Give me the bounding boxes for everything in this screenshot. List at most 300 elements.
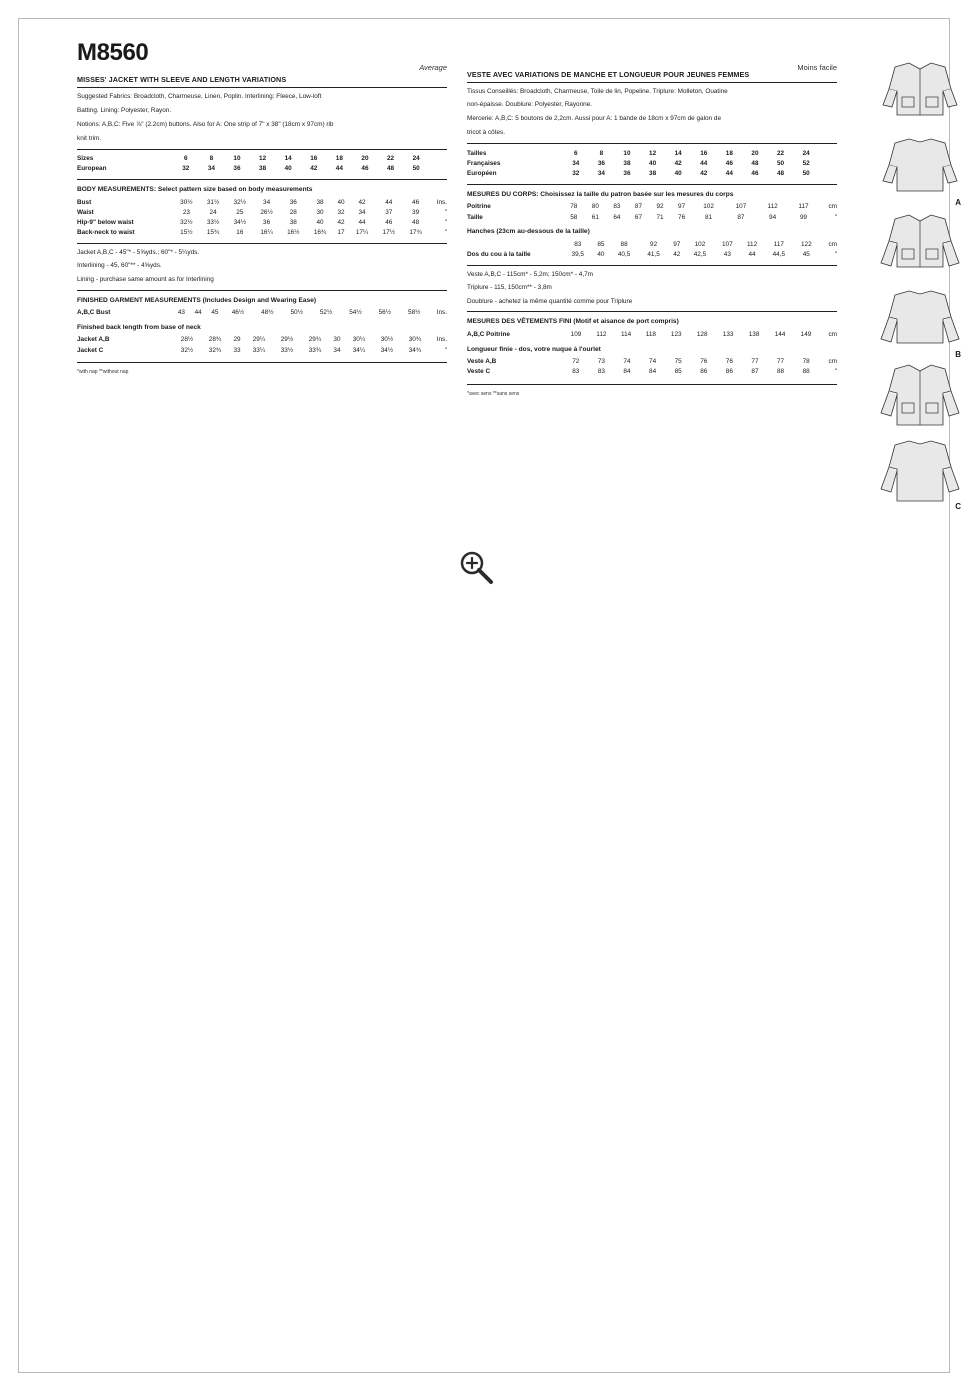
cell: 61 <box>591 213 599 221</box>
cell: 34½ <box>380 346 394 354</box>
cell: 42 <box>673 250 681 258</box>
cell: 42,5 <box>693 250 707 258</box>
table-row <box>77 207 447 217</box>
cell: 25 <box>236 208 244 216</box>
suggested-fabrics-fr-line1: Tissus Conseillés: Broadcloth, Charmeuse, Toile de lin, Popeline. Triplure: Molleton, Ouatine <box>467 87 728 95</box>
cell: 12 <box>259 155 267 163</box>
cell: 46 <box>725 159 733 167</box>
cell: 46½ <box>231 309 245 317</box>
cell: 74 <box>623 358 631 366</box>
garment-title-fr: VESTE AVEC VARIATIONS DE MANCHE ET LONGUEUR POUR JEUNES FEMMES <box>467 70 837 83</box>
table-row <box>77 308 447 318</box>
cell: 34 <box>572 159 580 167</box>
cell: 112 <box>746 240 758 248</box>
cell: 32 <box>182 165 190 173</box>
cell: 39,5 <box>571 250 584 258</box>
notions-en-line1: Notions: A,B,C: Five ⅞" (2.2cm) buttons. Also for A: One strip of 7" x 38" (18cm x 97cm) rib <box>77 120 334 128</box>
cell: 86 <box>725 368 733 376</box>
cell: 84 <box>623 368 631 376</box>
cell: 99 <box>799 213 808 221</box>
unit: " <box>444 219 447 227</box>
divider <box>77 362 447 363</box>
line-drawing-view-c-back <box>865 437 968 509</box>
difficulty-label-fr: Moins facile <box>797 63 837 72</box>
cell: 16¾ <box>313 229 327 237</box>
cell: 84 <box>649 368 657 376</box>
cell: 45 <box>211 309 219 317</box>
finished-measurements-fr <box>467 329 837 339</box>
cell: 88 <box>802 368 810 376</box>
cell: 44 <box>725 170 733 178</box>
cell: 12 <box>649 149 657 157</box>
unit: Ins. <box>436 336 447 344</box>
cell: 30½ <box>380 336 394 344</box>
cell: 40 <box>674 170 682 178</box>
cell: 16 <box>700 149 708 157</box>
french-column <box>467 41 837 397</box>
cell: 30½ <box>180 198 193 206</box>
cell: 74 <box>649 358 657 366</box>
cell: 42 <box>700 170 708 178</box>
cell: 88 <box>776 368 785 376</box>
finished-back-length-en <box>77 335 447 355</box>
row-label: Waist <box>77 208 94 216</box>
cell: 138 <box>748 330 760 338</box>
unit <box>429 164 447 174</box>
table-row <box>467 249 837 259</box>
cell: 123 <box>670 330 682 338</box>
yardage-fr-1: Triplure - 115, 150cm** - 3,8m <box>467 284 552 292</box>
row-label: Sizes <box>77 155 94 163</box>
cell: 24 <box>802 149 810 157</box>
finished-back-length-fr <box>467 357 837 377</box>
difficulty-label-en: Average <box>419 63 447 72</box>
row-label: A,B,C Poitrine <box>467 330 510 338</box>
cell: 15½ <box>180 229 193 237</box>
cell: 32 <box>572 170 580 178</box>
cell: 128 <box>696 330 708 338</box>
cell: 85 <box>674 368 682 376</box>
cell: 36 <box>623 170 631 178</box>
cell: 34 <box>207 165 215 173</box>
size-chart-en <box>77 154 447 174</box>
cell: 44 <box>748 250 756 258</box>
cell: 52½ <box>319 309 333 317</box>
finished-measurements-en <box>77 308 447 318</box>
cell: 75 <box>674 358 682 366</box>
cell: 18 <box>335 155 343 163</box>
table-row <box>467 202 837 212</box>
cell: 45 <box>802 250 810 258</box>
cell: 107 <box>721 240 733 248</box>
cell: 52 <box>802 159 810 167</box>
cell: 48 <box>412 219 420 227</box>
cell: 41,5 <box>647 250 660 258</box>
cell: 14 <box>284 155 292 163</box>
cell: 26½ <box>260 208 273 216</box>
cell: 32½ <box>180 219 193 227</box>
cell: 16½ <box>287 229 300 237</box>
cell: 16 <box>236 229 244 237</box>
cell: 78 <box>802 358 810 366</box>
row-label: Back-neck to waist <box>77 229 135 237</box>
cell: 87 <box>751 368 759 376</box>
cell: 46 <box>361 165 369 173</box>
yardage-en-2: Lining - purchase same amount as for Interlining <box>77 276 214 284</box>
cell: 48 <box>776 170 785 178</box>
cell: 50½ <box>290 309 303 317</box>
row-label: Bust <box>77 198 92 206</box>
table-row <box>467 148 837 158</box>
cell: 85 <box>597 240 605 248</box>
cell: 30 <box>333 336 341 344</box>
cell: 102 <box>703 203 714 211</box>
cell: 117 <box>773 240 784 248</box>
cell: 133 <box>722 330 734 338</box>
cell: 17 <box>337 229 345 237</box>
table-row <box>467 357 837 367</box>
cell: 87 <box>634 203 643 211</box>
cell: 15¾ <box>206 229 220 237</box>
cell: 58½ <box>408 309 421 317</box>
cell: 31½ <box>206 198 220 206</box>
unit: Ins. <box>436 309 447 317</box>
row-label: Veste C <box>467 368 491 376</box>
cell: 44 <box>194 309 202 317</box>
cell: 38 <box>623 159 631 167</box>
cell: 44 <box>335 165 343 173</box>
cell: 83 <box>572 368 580 376</box>
cell: 34 <box>597 170 605 178</box>
cell: 28 <box>289 208 297 216</box>
cell: 83 <box>613 203 621 211</box>
document-page <box>18 18 961 1373</box>
cell: 71 <box>656 213 664 221</box>
divider <box>467 384 837 385</box>
row-label: European <box>77 165 107 173</box>
divider <box>77 149 447 150</box>
line-drawings-column <box>865 57 968 513</box>
cell: 77 <box>751 358 759 366</box>
pattern-envelope-back <box>59 39 961 521</box>
yardage-en-1: Interlining - 45, 60"** - 4⅝yds. <box>77 262 162 270</box>
cell: 29 <box>233 336 241 344</box>
cell: 10 <box>233 155 241 163</box>
size-chart-fr <box>467 148 837 179</box>
view-label-a: A <box>955 198 961 207</box>
cell: 17¼ <box>355 229 369 237</box>
cell: 44,5 <box>772 250 786 258</box>
cell: 42 <box>337 219 345 227</box>
cell: 33¼ <box>252 346 266 354</box>
row-label: Veste A,B <box>467 358 497 366</box>
view-label-b: B <box>955 350 961 359</box>
cell: 34 <box>263 198 271 206</box>
table-row <box>467 239 837 249</box>
cell: 36 <box>289 198 297 206</box>
garment-title-en: MISSES' JACKET WITH SLEEVE AND LENGTH VARIATIONS <box>77 75 447 88</box>
table-row <box>77 164 447 174</box>
row-label: Dos du cou à la taille <box>467 250 531 258</box>
table-row <box>77 154 447 164</box>
unit: " <box>834 213 837 221</box>
finished-measurements-head-en: FINISHED GARMENT MEASUREMENTS (Includes Design and Wearing Ease) <box>77 296 317 304</box>
cell: 144 <box>774 330 786 338</box>
cell: 30¾ <box>408 336 422 344</box>
line-drawing-view-c-front <box>865 361 968 433</box>
cell: 33 <box>233 346 241 354</box>
cell: 50 <box>802 170 810 178</box>
cell: 86 <box>700 368 708 376</box>
cell: 20 <box>361 155 369 163</box>
unit: " <box>444 229 447 237</box>
cell: 42 <box>358 198 366 206</box>
cell: 30 <box>316 208 324 216</box>
cell: 16¼ <box>260 229 273 237</box>
divider <box>77 243 447 244</box>
cell: 77 <box>776 358 785 366</box>
table-row <box>77 228 447 238</box>
yardage-fr-0: Veste A,B,C - 115cm* - 5,2m; 150cm* - 4,7m <box>467 270 593 278</box>
cell: 44 <box>700 159 708 167</box>
table-row <box>467 158 837 168</box>
cell: 32½ <box>180 346 194 354</box>
line-drawing-view-b-back <box>865 285 968 357</box>
cell: 17½ <box>382 229 395 237</box>
magnifier-zoom-in-icon[interactable] <box>457 549 497 589</box>
row-label: Jacket A,B <box>77 336 110 344</box>
cell: 112 <box>767 203 778 211</box>
cell: 10 <box>623 149 631 157</box>
unit: cm <box>828 330 837 338</box>
cell: 76 <box>725 358 733 366</box>
table-row <box>467 169 837 179</box>
cell: 43 <box>177 309 185 317</box>
cell: 22 <box>776 149 785 157</box>
cell: 32 <box>337 208 345 216</box>
cell: 97 <box>678 203 686 211</box>
row-label: Taille <box>467 213 483 221</box>
cell: 107 <box>735 203 747 211</box>
cell: 88 <box>620 240 628 248</box>
table-row <box>467 329 837 339</box>
cell: 87 <box>737 213 745 221</box>
unit <box>819 169 837 179</box>
body-measurements-head-fr: MESURES DU CORPS: Choisissez la taille du patron basée sur les mesures du corps <box>467 190 734 198</box>
unit <box>819 158 837 168</box>
unit: " <box>444 208 447 216</box>
divider <box>467 265 837 266</box>
cell: 78 <box>570 203 578 211</box>
cell: 29½ <box>280 336 294 344</box>
cell: 48½ <box>261 309 274 317</box>
cell: 38 <box>316 198 324 206</box>
cell: 76 <box>700 358 708 366</box>
row-label <box>467 239 563 249</box>
cell: 33¾ <box>308 346 322 354</box>
cell: 54½ <box>349 309 362 317</box>
cell: 30¼ <box>352 336 366 344</box>
cell: 83 <box>597 368 605 376</box>
unit <box>429 154 447 164</box>
hips-measurements-fr <box>467 239 837 259</box>
cell: 117 <box>798 203 809 211</box>
body-measurements-fr <box>467 202 837 222</box>
cell: 114 <box>621 330 632 338</box>
cell: 23 <box>182 208 190 216</box>
row-label: Hip-9" below waist <box>77 219 134 227</box>
suggested-fabrics-en-line2: Batting. Lining: Polyester, Rayon. <box>77 106 172 114</box>
cell: 44 <box>385 198 393 206</box>
cell: 40 <box>316 219 324 227</box>
cell: 46 <box>412 198 420 206</box>
cell: 18 <box>725 149 733 157</box>
divider <box>467 143 837 144</box>
cell: 20 <box>751 149 759 157</box>
cell: 46 <box>385 219 393 227</box>
cell: 102 <box>694 240 706 248</box>
cell: 34¾ <box>408 346 422 354</box>
finished-back-length-sub-fr: Longueur finie - dos, votre nuque à l'ourlet <box>467 345 601 353</box>
cell: 17¾ <box>409 229 422 237</box>
cell: 34 <box>358 208 366 216</box>
unit: " <box>834 250 837 258</box>
cell: 22 <box>386 155 395 163</box>
suggested-fabrics-fr-line2: non-épaisse. Doublure: Polyester, Rayonne. <box>467 101 593 109</box>
cell: 29¼ <box>252 336 266 344</box>
cell: 76 <box>678 213 686 221</box>
cell: 40 <box>337 198 345 206</box>
footnote-en: *with nap **without nap <box>77 369 129 376</box>
cell: 6 <box>184 155 188 163</box>
table-row <box>77 335 447 345</box>
footnote-fr: *avec sens **sans sens <box>467 390 520 397</box>
cell: 28½ <box>180 336 194 344</box>
notions-en-line2: knit trim. <box>77 134 102 142</box>
cell: 38 <box>649 170 657 178</box>
unit: cm <box>828 240 837 248</box>
cell: 39 <box>412 208 420 216</box>
cell: 48 <box>751 159 759 167</box>
cell: 109 <box>570 330 582 338</box>
cell: 8 <box>599 149 604 157</box>
finished-measurements-head-fr: MESURES DES VÊTEMENTS FINI (Motif et aisance de port compris) <box>467 318 679 326</box>
cell: 81 <box>705 213 713 221</box>
cell: 32¾ <box>208 346 222 354</box>
unit: " <box>444 346 447 354</box>
cell: 42 <box>310 165 318 173</box>
cell: 34½ <box>233 219 247 227</box>
table-row <box>77 197 447 207</box>
line-drawing-view-a-front <box>865 57 968 129</box>
cell: 42 <box>674 159 682 167</box>
body-measurements-en <box>77 197 447 238</box>
cell: 16 <box>310 155 318 163</box>
cell: 33½ <box>206 219 220 227</box>
unit: cm <box>828 358 837 366</box>
cell: 40 <box>284 165 292 173</box>
cell: 40,5 <box>617 250 631 258</box>
view-label-c: C <box>955 502 961 511</box>
table-row <box>77 345 447 355</box>
divider <box>77 179 447 180</box>
cell: 28¾ <box>208 336 222 344</box>
line-drawing-view-a-back <box>865 133 968 205</box>
cell: 14 <box>674 149 682 157</box>
cell: 6 <box>574 149 578 157</box>
cell: 44 <box>358 219 366 227</box>
cell: 38 <box>289 219 297 227</box>
cell: 34¼ <box>352 346 366 354</box>
row-label: Poitrine <box>467 203 491 211</box>
cell: 40 <box>597 250 605 258</box>
cell: 48 <box>386 165 395 173</box>
finished-back-length-sub-en: Finished back length from base of neck <box>77 323 201 331</box>
pattern-number: M8560 <box>77 39 149 66</box>
cell: 36 <box>597 159 605 167</box>
divider <box>467 184 837 185</box>
unit: " <box>834 368 837 376</box>
cell: 122 <box>800 240 812 248</box>
cell: 58 <box>570 213 578 221</box>
cell: 94 <box>769 213 777 221</box>
body-measurements-head-en: BODY MEASUREMENTS: Select pattern size based on body measurements <box>77 186 313 194</box>
row-label: Jacket C <box>77 346 104 354</box>
cell: 64 <box>613 213 621 221</box>
cell: 50 <box>776 159 785 167</box>
cell: 8 <box>209 155 214 163</box>
cell: 29¾ <box>308 336 322 344</box>
hips-sub-fr: Hanches (23cm au-dessous de la taille) <box>467 228 590 236</box>
cell: 50 <box>412 165 420 173</box>
row-label: Tailles <box>467 149 487 157</box>
cell: 32½ <box>233 198 247 206</box>
yardage-fr-2: Doublure - achetez la même quantité comme pour Triplure <box>467 297 633 305</box>
cell: 83 <box>574 240 582 248</box>
notions-fr-line1: Mercerie: A,B,C: 5 boutons de 2,2cm. Aussi pour A: 1 bande de 18cm x 97cm de galon de <box>467 115 721 123</box>
notions-fr-line2: tricot à côtes. <box>467 129 506 137</box>
unit <box>819 148 837 158</box>
cell: 73 <box>597 358 605 366</box>
cell: 36 <box>233 165 241 173</box>
table-row <box>467 367 837 377</box>
cell: 92 <box>656 203 664 211</box>
cell: 46 <box>751 170 759 178</box>
cell: 24 <box>412 155 420 163</box>
cell: 36 <box>263 219 271 227</box>
cell: 67 <box>634 213 643 221</box>
cell: 43 <box>723 250 731 258</box>
cell: 112 <box>596 330 607 338</box>
cell: 37 <box>385 208 393 216</box>
divider <box>467 311 837 312</box>
suggested-fabrics-en-line1: Suggested Fabrics: Broadcloth, Charmeuse, Linen, Poplin. Interlining: Fleece, Low-loft <box>77 93 322 100</box>
cell: 56½ <box>378 309 392 317</box>
cell: 72 <box>572 358 580 366</box>
table-row <box>77 217 447 227</box>
cell: 34 <box>333 346 341 354</box>
unit: Ins. <box>436 198 447 206</box>
table-row <box>467 212 837 222</box>
cell: 80 <box>591 203 599 211</box>
divider <box>77 290 447 291</box>
cell: 92 <box>650 240 658 248</box>
yardage-en-0: Jacket A,B,C - 45"* - 5⅝yds.; 60"* - 5¼yds. <box>77 248 200 256</box>
cell: 33½ <box>280 346 294 354</box>
english-column <box>77 41 447 375</box>
row-label: Françaises <box>467 159 501 167</box>
unit: cm <box>828 203 837 211</box>
